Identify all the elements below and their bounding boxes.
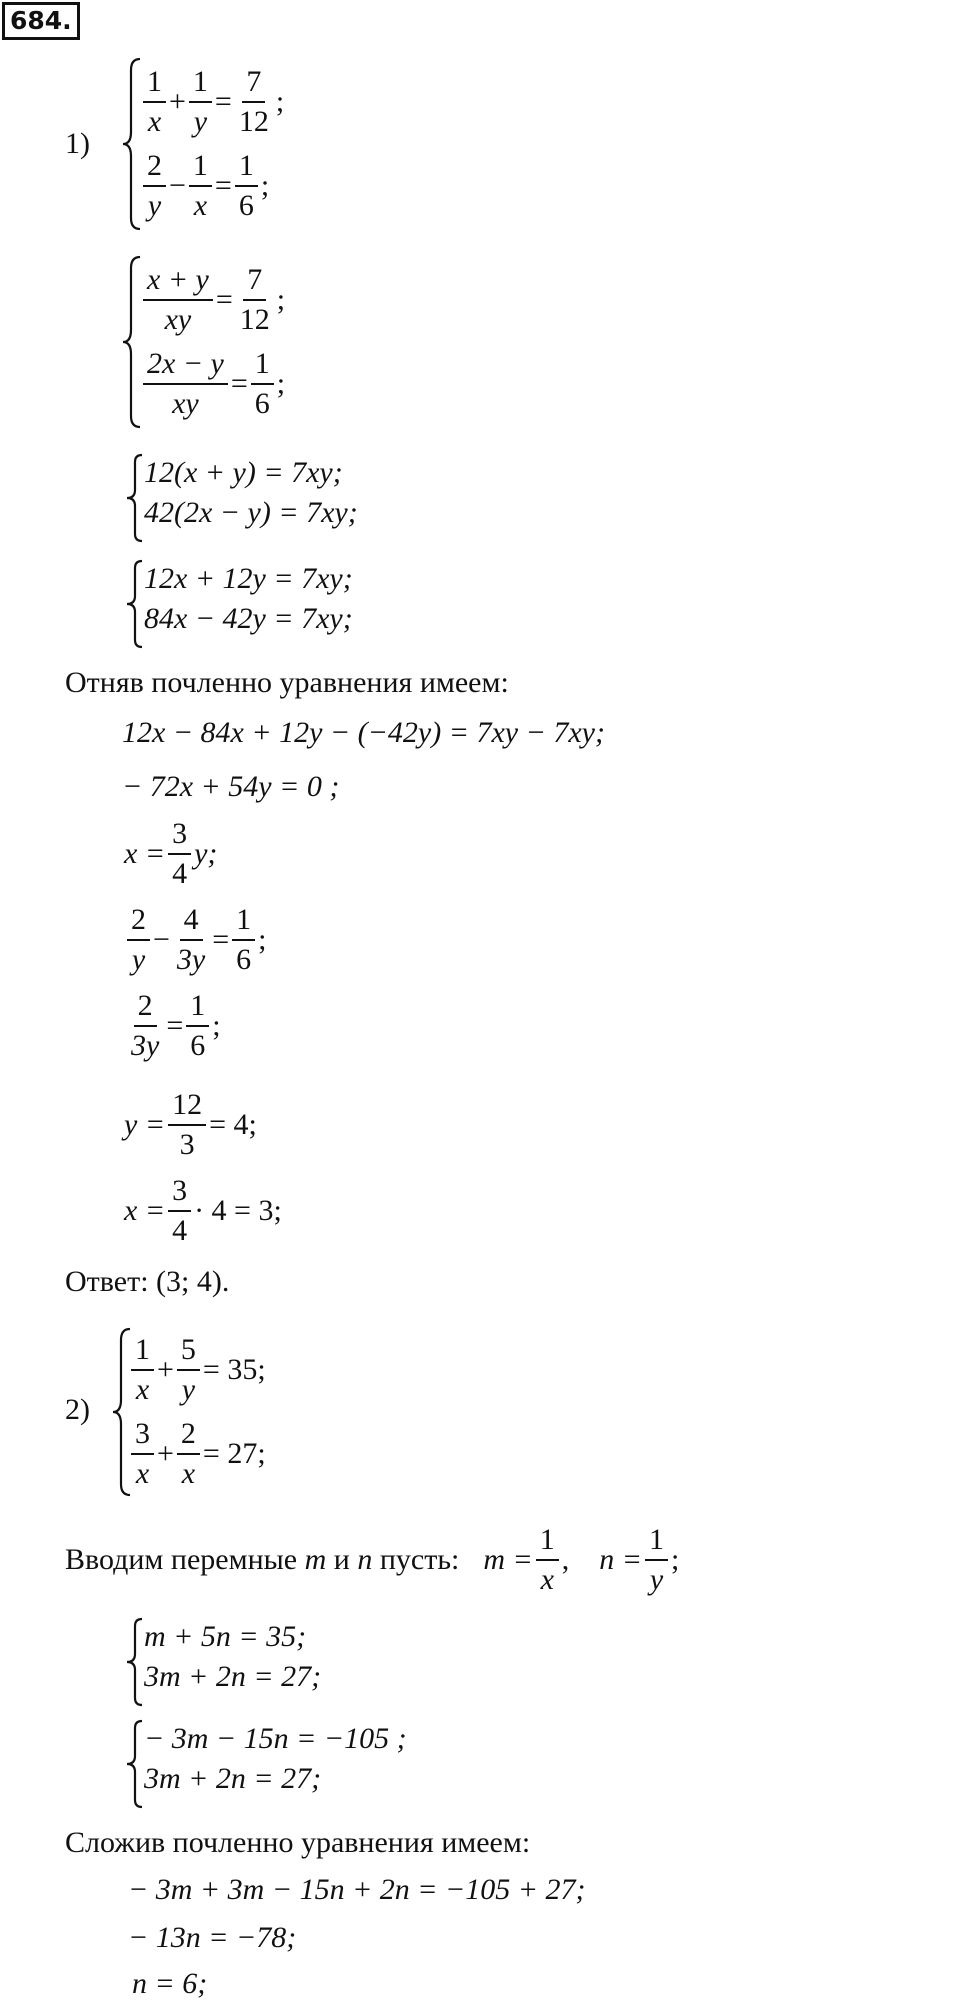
equation-row: $\frac{1}{x}$ + $\frac{5}{y}$ = 35; [128,1328,266,1412]
fraction: $\frac{1}{y}$ [645,1525,668,1595]
part2-system-2 [144,1617,321,1697]
fraction: $\frac{5}{y}$ [177,1335,200,1405]
equation-row: − 3m − 15n = −105 ; [144,1722,407,1755]
fraction: $\frac{12}{3}$ [168,1090,206,1160]
fraction: $\frac{1}{x}$ [131,1335,154,1405]
part2-system-1 [128,1328,266,1496]
fraction: $\frac{3}{4}$ [168,819,191,889]
operator: − [169,169,186,202]
equation-row: m + 5n = 35; [144,1620,307,1653]
fraction: $\frac{1}{6}$ [232,905,255,975]
fraction: $\frac{3}{4}$ [168,1176,191,1246]
equals-sign: = [214,169,232,202]
part1-label: 1) [65,127,90,160]
semicolon: ; [275,85,285,118]
part1-system-4 [144,559,353,639]
system-brace [124,452,146,544]
equation-row: $\frac{3}{x}$ + $\frac{2}{x}$ = 27; [128,1412,266,1496]
substitution-intro: Вводим перемные m и n пусть: m = $\frac{1}{x}$ , n = $\frac{1}{y}$ ; [65,1523,680,1596]
equation-line: 12x − 84x + 12y − (−42y) = 7xy − 7xy; [122,716,605,749]
fraction: $\frac{1}{y}$ [189,67,212,137]
system-brace [124,1616,146,1708]
part1-system-1 [140,60,284,228]
answer-text: Ответ: (3; 4). [65,1265,230,1298]
equation-line: x = $\frac{3}{4}$ · 4 = 3; [124,1174,282,1247]
equation-row: 12(x + y) = 7xy; [144,456,343,489]
equation-line: − 3m + 3m − 15n + 2n = −105 + 27; [128,1873,586,1906]
equation-line: − 13n = −78; [128,1921,297,1954]
fraction: $\frac{2}{x}$ [177,1419,200,1489]
system-brace [124,558,146,650]
semicolon: ; [276,283,286,316]
fraction: $\frac{1}{6}$ [251,349,274,419]
subtract-text: Отняв почленно уравнения имеем: [65,666,509,699]
system-brace [124,1718,146,1810]
equation-row [140,258,285,342]
part1-system-2 [140,258,285,426]
fraction: $\frac{3}{x}$ [131,1419,154,1489]
equation-row: 84x − 42y = 7xy; [144,602,353,635]
fraction: $\frac{x + y}{xy}$ [143,265,213,335]
add-text: Сложив почленно уравнения имеем: [65,1826,531,1859]
equation-line: $\frac{2}{3y}$ = $\frac{1}{6}$ ; [124,984,221,1068]
equation-row: 3m + 2n = 27; [144,1762,322,1795]
problem-number: 684. [2,2,80,40]
equation-row [140,342,285,426]
semicolon: ; [260,169,270,202]
equals-sign: = [215,283,233,316]
equation-row [140,60,284,144]
fraction: $\frac{4}{3y}$ [176,903,206,976]
fraction: $\frac{1}{x}$ [143,67,166,137]
equation-line: y = $\frac{12}{3}$ = 4; [124,1088,257,1161]
equation-line: − 72x + 54y = 0 ; [122,770,340,803]
part2-system-3 [144,1719,407,1799]
semicolon: ; [276,367,286,400]
part1-system-3 [144,453,358,533]
fraction: $\frac{2}{3y}$ [131,989,160,1062]
equation-line: n = 6; [132,1967,208,2000]
equation-row [140,144,284,228]
equation-line: $\frac{2}{y}$ − $\frac{4}{3y}$ = $\frac{1}{6}$ ; [124,898,267,982]
fraction: $\frac{2}{y}$ [127,905,150,975]
equals-sign: = [230,367,248,400]
fraction: $\frac{7}{12}$ [239,263,270,336]
operator: + [169,85,186,118]
fraction: $\frac{7}{12}$ [238,65,269,138]
equation-line: x = $\frac{3}{4}$ y; [124,817,218,890]
fraction: $\frac{2}{y}$ [143,151,166,221]
fraction: $\frac{1}{x}$ [189,151,212,221]
fraction: $\frac{1}{6}$ [235,151,258,221]
fraction: $\frac{1}{6}$ [186,991,209,1061]
equation-row: 42(2x − y) = 7xy; [144,496,358,529]
fraction: $\frac{1}{x}$ [536,1525,559,1595]
equals-sign: = [214,85,232,118]
equation-row: 3m + 2n = 27; [144,1660,322,1693]
part2-label: 2) [65,1393,90,1426]
equation-row: 12x + 12y = 7xy; [144,562,353,595]
fraction: $\frac{2x - y}{xy}$ [143,349,228,419]
